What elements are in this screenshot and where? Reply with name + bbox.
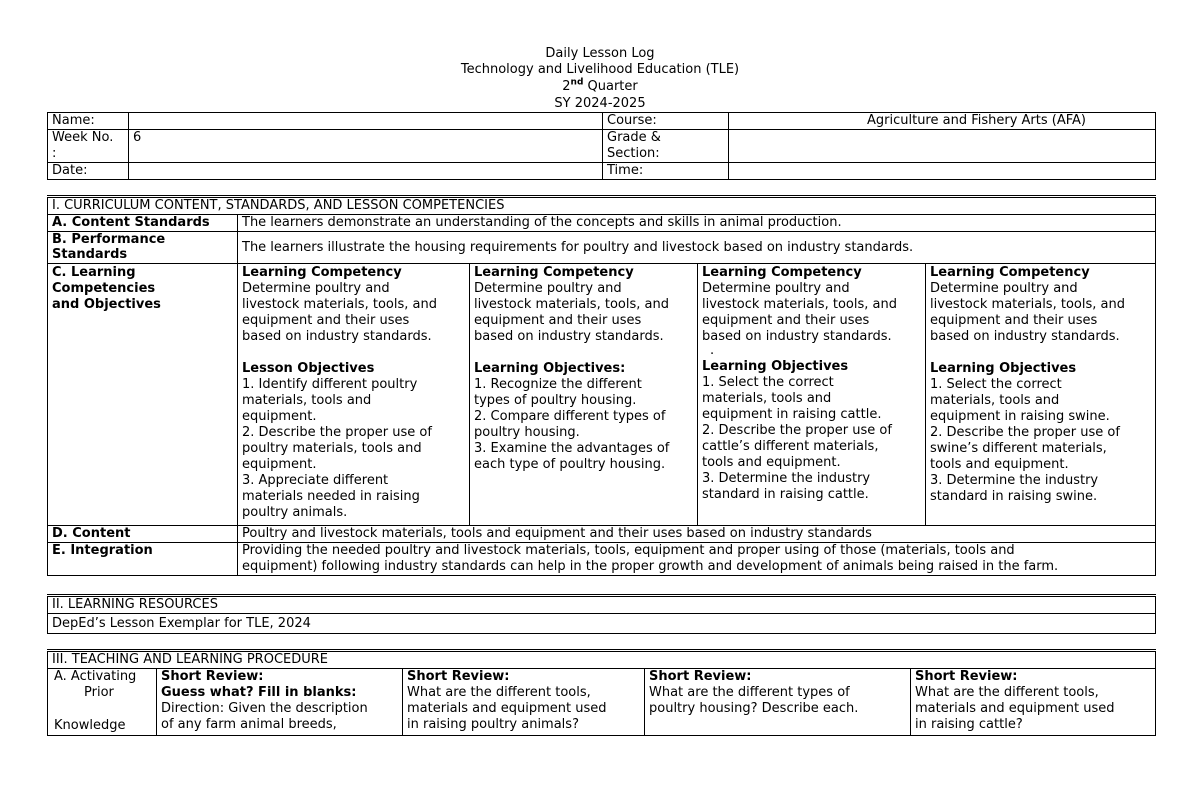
quarter-title <box>0 79 1200 95</box>
review-cell-2 <box>403 669 645 736</box>
review-line: in raising cattle? <box>915 717 1023 732</box>
grade-label-text: Grade & <box>607 130 661 145</box>
time-field[interactable] <box>729 163 1156 180</box>
objective-line: 2. Describe the proper use of <box>702 423 892 438</box>
objective-line: equipment in raising cattle. <box>702 407 882 422</box>
objective-line: materials needed in raising <box>242 489 420 504</box>
perf-label-line2: Standards <box>52 247 128 262</box>
competency-line: based on industry standards. <box>474 329 664 344</box>
review-cell-4 <box>911 669 1156 736</box>
objective-line: 1. Select the correct <box>930 377 1062 392</box>
objective-line: 2. Compare different types of <box>474 409 666 424</box>
objective-line: tools and equipment. <box>702 455 841 470</box>
objectives-head: Lesson Objectives <box>242 361 375 376</box>
objective-line: materials, tools and <box>242 393 372 408</box>
objective-line: materials, tools and <box>702 391 832 406</box>
objective-line: equipment. <box>242 409 317 424</box>
content-text: Poultry and livestock materials, tools and equipment and their uses based on industry standards <box>238 526 1156 543</box>
review-head: Short Review: <box>649 669 752 684</box>
competency-col-1 <box>238 264 470 526</box>
objective-line: poultry housing. <box>474 425 580 440</box>
review-cell-1 <box>157 669 403 736</box>
grade-section-label <box>603 130 729 163</box>
activating-line3: Knowledge <box>54 718 126 733</box>
quarter-sup: nd <box>570 77 584 88</box>
time-label: Time: <box>603 163 729 180</box>
curriculum-table <box>47 195 1156 576</box>
comp-label-line2: Competencies <box>52 281 156 296</box>
objective-line: standard in raising swine. <box>930 489 1098 504</box>
objective-line: poultry animals. <box>242 505 348 520</box>
competency-line: based on industry standards. <box>242 329 432 344</box>
quarter-word: Quarter <box>583 79 638 94</box>
competency-head: Learning Competency <box>242 265 402 280</box>
objective-line: cattle’s different materials, <box>702 439 879 454</box>
date-label: Date: <box>48 163 129 180</box>
objective-line: 3. Determine the industry <box>702 471 871 486</box>
objective-line: tools and equipment. <box>930 457 1069 472</box>
competency-line: Determine poultry and <box>702 281 850 296</box>
school-year: SY 2024-2025 <box>554 96 646 111</box>
review-subhead: Guess what? Fill in blanks: <box>161 685 357 700</box>
objective-line: 1. Identify different poultry <box>242 377 418 392</box>
objective-line: swine’s different materials, <box>930 441 1107 456</box>
review-line: What are the different types of <box>649 685 850 700</box>
competency-head: Learning Competency <box>702 265 862 280</box>
review-line: Direction: Given the description <box>161 701 368 716</box>
objective-line: each type of poultry housing. <box>474 457 666 472</box>
objective-line: equipment. <box>242 457 317 472</box>
review-head: Short Review: <box>407 669 510 684</box>
activating-line1: A. Activating <box>54 669 137 684</box>
integration-line1: Providing the needed poultry and livestock materials, tools, equipment and proper using of those (materials, tools and <box>242 543 1015 558</box>
competency-line: equipment and their uses <box>702 313 870 328</box>
date-field[interactable] <box>129 163 603 180</box>
activating-line2: Prior <box>84 685 114 700</box>
competency-line: Determine poultry and <box>930 281 1078 296</box>
objective-line: 3. Determine the industry <box>930 473 1099 488</box>
resources-table <box>47 594 1156 634</box>
competency-line: livestock materials, tools, and <box>242 297 437 312</box>
review-line: poultry housing? Describe each. <box>649 701 859 716</box>
objective-line: 1. Select the correct <box>702 375 834 390</box>
objective-line: poultry materials, tools and <box>242 441 422 456</box>
review-cell-3 <box>645 669 911 736</box>
objective-line: 3. Examine the advantages of <box>474 441 670 456</box>
content-label: D. Content <box>48 526 238 543</box>
activating-label <box>48 669 157 736</box>
review-head: Short Review: <box>915 669 1018 684</box>
section2-title: II. LEARNING RESOURCES <box>48 596 1156 614</box>
competency-line: equipment and their uses <box>930 313 1098 328</box>
name-field[interactable] <box>129 113 603 130</box>
integration-label: E. Integration <box>48 543 238 576</box>
doc-title: Daily Lesson Log <box>545 46 655 61</box>
name-label: Name: <box>48 113 129 130</box>
course-value <box>729 113 1156 130</box>
objectives-head: Learning Objectives <box>702 359 849 374</box>
comp-label-line3: and Objectives <box>52 297 161 312</box>
objective-line: 2. Describe the proper use of <box>242 425 432 440</box>
section3-title: III. TEACHING AND LEARNING PROCEDURE <box>48 651 1156 669</box>
competency-line: based on industry standards. <box>702 329 892 344</box>
content-standards-text: The learners demonstrate an understanding of the concepts and skills in animal production. <box>238 215 1156 232</box>
review-line: of any farm animal breeds, <box>161 717 337 732</box>
comp-label-line1: C. Learning <box>52 265 136 280</box>
course-label: Course: <box>603 113 729 130</box>
objective-line: 2. Describe the proper use of <box>930 425 1120 440</box>
objective-line: 1. Recognize the different <box>474 377 642 392</box>
competency-head: Learning Competency <box>930 265 1090 280</box>
week-label <box>48 130 129 163</box>
objective-line: standard in raising cattle. <box>702 487 869 502</box>
competencies-label <box>48 264 238 526</box>
objective-line: 3. Appreciate different <box>242 473 389 488</box>
section-label-text: Section: <box>607 146 660 161</box>
competency-line: equipment and their uses <box>474 313 642 328</box>
competency-col-4 <box>926 264 1156 526</box>
competency-head: Learning Competency <box>474 265 634 280</box>
perf-label-line1: B. Performance <box>52 232 166 247</box>
week-label-colon: : <box>52 146 57 161</box>
grade-section-field[interactable] <box>729 130 1156 163</box>
objective-line: equipment in raising swine. <box>930 409 1110 424</box>
integration-line2: equipment) following industry standards can help in the proper growth and development of animals being raised in the farm. <box>242 559 1059 574</box>
performance-standards-label <box>48 232 238 264</box>
objectives-head: Learning Objectives <box>930 361 1077 376</box>
subject-title: Technology and Livelihood Education (TLE) <box>460 62 740 77</box>
review-line: in raising poultry animals? <box>407 717 579 732</box>
resources-text: DepEd’s Lesson Exemplar for TLE, 2024 <box>48 614 1156 634</box>
stray-dot: . <box>710 343 715 358</box>
week-value[interactable]: 6 <box>129 130 603 163</box>
procedure-table <box>47 649 1156 736</box>
content-standards-label: A. Content Standards <box>48 215 238 232</box>
competency-col-3 <box>698 264 926 526</box>
competency-line: Determine poultry and <box>474 281 622 296</box>
competency-line: livestock materials, tools, and <box>930 297 1125 312</box>
competency-line: livestock materials, tools, and <box>474 297 669 312</box>
objective-line: types of poultry housing. <box>474 393 637 408</box>
competency-line: equipment and their uses <box>242 313 410 328</box>
week-label-text: Week No. <box>52 130 114 145</box>
info-table <box>47 112 1156 180</box>
review-line: What are the different tools, <box>407 685 591 700</box>
performance-standards-text: The learners illustrate the housing requirements for poultry and livestock based on industry standards. <box>238 232 1156 264</box>
objective-line: materials, tools and <box>930 393 1060 408</box>
review-line: materials and equipment used <box>407 701 607 716</box>
competency-line: livestock materials, tools, and <box>702 297 897 312</box>
course-value-text: Agriculture and Fishery Arts (AFA) <box>867 113 1086 128</box>
competency-col-2 <box>470 264 698 526</box>
objectives-head: Learning Objectives: <box>474 361 626 376</box>
review-line: What are the different tools, <box>915 685 1099 700</box>
review-line: materials and equipment used <box>915 701 1115 716</box>
integration-text <box>238 543 1156 576</box>
competency-line: based on industry standards. <box>930 329 1120 344</box>
review-head: Short Review: <box>161 669 264 684</box>
competency-line: Determine poultry and <box>242 281 390 296</box>
section1-title: I. CURRICULUM CONTENT, STANDARDS, AND LESSON COMPETENCIES <box>48 197 1156 215</box>
quarter-num: 2 <box>562 79 571 94</box>
